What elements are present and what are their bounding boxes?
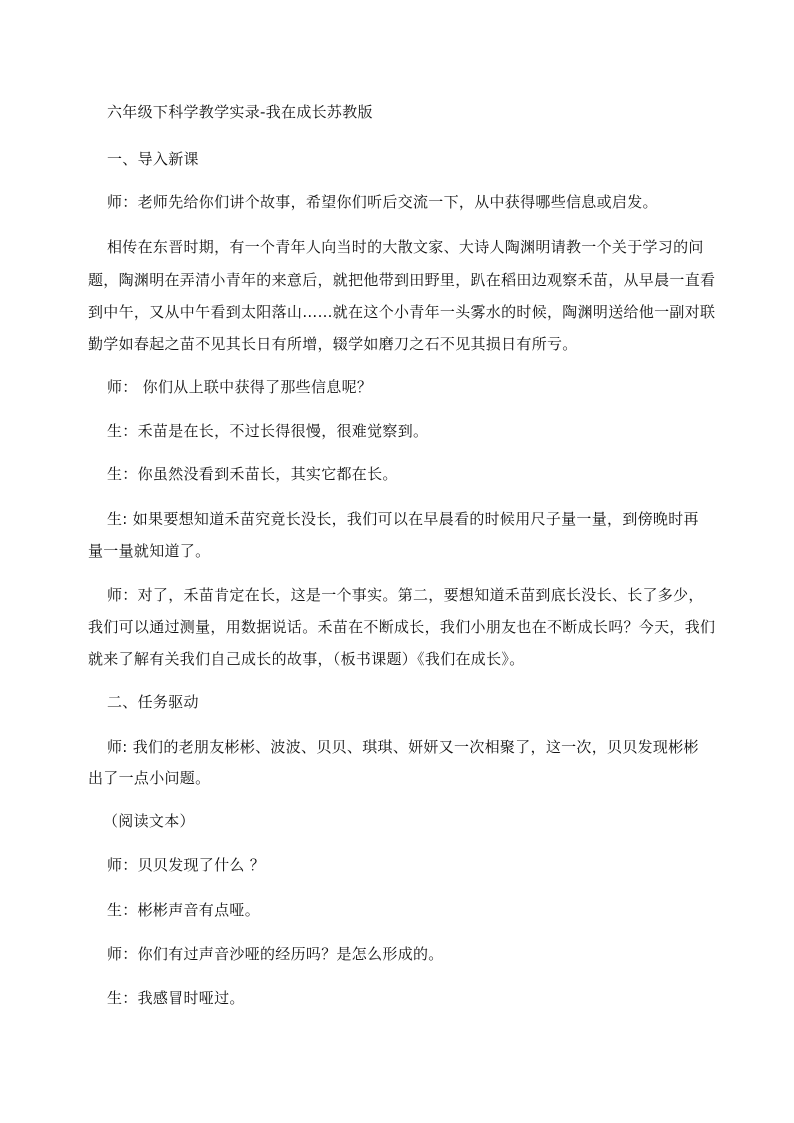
section-heading-intro: 一、导入新课 bbox=[107, 150, 199, 168]
paragraph-teacher-question: 师：你们有过声音沙哑的经历吗？是怎么形成的。 bbox=[107, 945, 444, 963]
paragraph-student-answer: 生：你虽然没看到禾苗长，其实它都在长。 bbox=[107, 465, 398, 483]
paragraph-teacher-summary-line: 就来了解有关我们自己成长的故事，（板书课题）《我们在成长》。 bbox=[88, 650, 525, 668]
paragraph-story-line: 题，陶渊明在弄清小青年的来意后，就把他带到田野里，趴在稻田边观察禾苗，从早晨一直看 bbox=[88, 271, 716, 289]
paragraph-student-answer: 生：彬彬声音有点哑。 bbox=[107, 901, 261, 919]
paragraph-student-answer: 生：禾苗是在长，不过长得很慢，很难觉察到。 bbox=[107, 422, 429, 440]
paragraph-story-line: 相传在东晋时期，有一个青年人向当时的大散文家、大诗人陶渊明请教一个关于学习的问 bbox=[107, 238, 704, 256]
paragraph-student-answer-line: 生: 如果要想知道禾苗究竟长没长，我们可以在早晨看的时候用尺子量一量，到傍晚时再 bbox=[107, 510, 699, 528]
paragraph-teacher-friends-line: 师: 我们的老朋友彬彬、波波、贝贝、琪琪、妍妍又一次相聚了，这一次，贝贝发现彬彬 bbox=[107, 738, 699, 756]
paragraph-teacher-summary-line: 师：对了，禾苗肯定在长，这是一个事实。第二，要想知道禾苗到底长没长、长了多少， bbox=[107, 586, 704, 604]
paragraph-story-line: 到中午，又从中午看到太阳落山……就在这个小青年一头雾水的时候，陶渊明送给他一副对联 bbox=[88, 303, 716, 321]
paragraph-story-line: 勤学如春起之苗不见其长日有所增，辍学如磨刀之石不见其损日有所亏。 bbox=[88, 335, 578, 353]
paragraph-teacher-question: 师： 你们从上联中获得了那些信息呢？ bbox=[107, 378, 373, 396]
paragraph-student-answer-line: 量一量就知道了。 bbox=[88, 542, 211, 560]
paragraph-reading-note: （阅读文本） bbox=[103, 812, 195, 830]
document-title: 六年级下科学教学实录-我在成长苏教版 bbox=[107, 103, 373, 121]
paragraph-teacher-friends-line: 出了一点小问题。 bbox=[88, 769, 211, 787]
paragraph-teacher-summary-line: 我们可以通过测量，用数据说话。禾苗在不断成长，我们小朋友也在不断成长吗？今天，我们 bbox=[88, 618, 716, 636]
paragraph-teacher-story: 师：老师先给你们讲个故事，希望你们听后交流一下，从中获得哪些信息或启发。 bbox=[107, 193, 658, 211]
paragraph-student-answer: 生：我感冒时哑过。 bbox=[107, 989, 245, 1007]
paragraph-teacher-question: 师：贝贝发现了什么 ？ bbox=[107, 856, 266, 874]
section-heading-task: 二、任务驱动 bbox=[107, 693, 199, 711]
